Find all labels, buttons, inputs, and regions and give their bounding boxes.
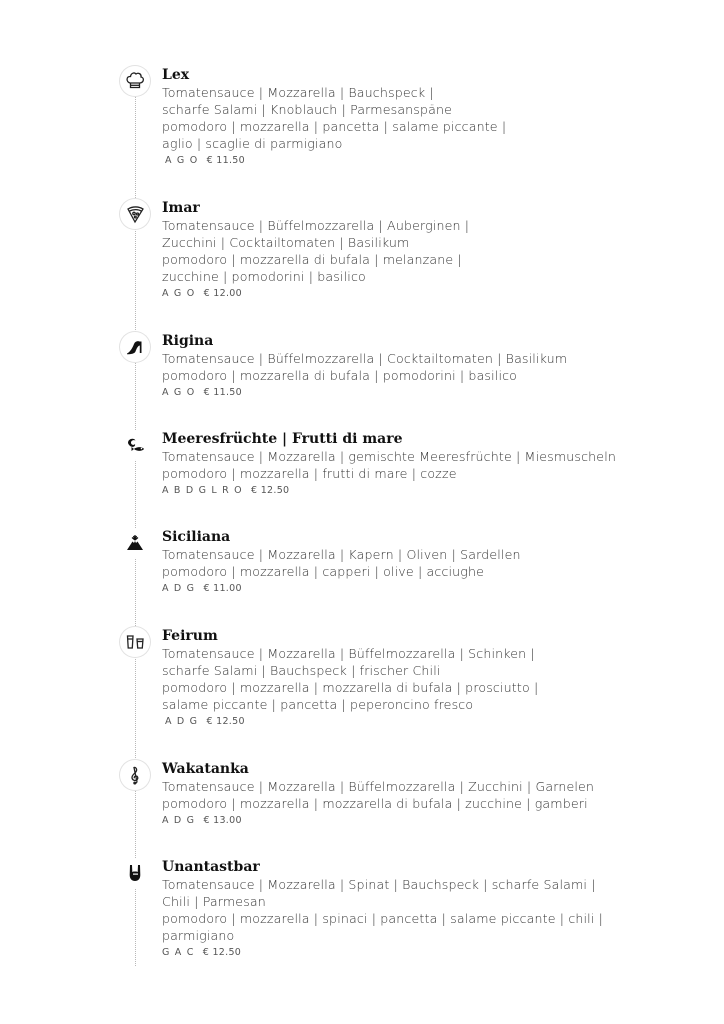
menu-item-name: Feirum (162, 628, 218, 644)
ingredients-line: pomodoro | mozzarella | capperi | olive | acciughe (162, 564, 485, 579)
ingredients-line: Zucchini | Cocktailtomaten | Basilikum (162, 235, 410, 250)
ingredients-line: aglio | scaglie di parmigiano (162, 136, 343, 151)
menu-item-feirum (120, 627, 680, 729)
allergen-codes: A D G (162, 583, 196, 594)
menu-item-imar (120, 199, 680, 301)
menu-item-unantastbar (120, 858, 680, 960)
menu-item-rigina (120, 332, 680, 400)
allergen-codes: A D G (165, 716, 199, 727)
menu-item-name: Unantastbar (162, 859, 260, 875)
menu-item-siciliana (120, 528, 680, 596)
menu-item-name: Rigina (162, 333, 214, 349)
ingredients-line: pomodoro | mozzarella di bufala | melanzane | (162, 252, 462, 267)
beer-glasses-icon (120, 627, 150, 657)
price: € 11.00 (203, 583, 242, 594)
menu-item-lex (120, 66, 680, 168)
ingredients-line: Tomatensauce | Mozzarella | Büffelmozzarella | Zucchini | Garnelen (162, 779, 595, 794)
rock-hand-icon (120, 858, 150, 888)
ingredients-line: pomodoro | mozzarella | mozzarella di bufala | zucchine | gamberi (162, 796, 588, 811)
price: € 12.50 (202, 947, 242, 958)
chef-hat-icon (120, 66, 150, 96)
allergen-codes: G A C (162, 947, 195, 958)
ingredients-line: Tomatensauce | Büffelmozzarella | Auberginen | (162, 218, 470, 233)
price: € 12.50 (206, 716, 245, 727)
volcano-icon (120, 528, 150, 558)
allergen-codes: A D G (162, 815, 196, 826)
ingredients-line: pomodoro | mozzarella | pancetta | salame piccante | (162, 119, 507, 134)
ingredients-line: Tomatensauce | Büffelmozzarella | Cocktailtomaten | Basilikum (162, 351, 568, 366)
ingredients-line: scharfe Salami | Bauchspeck | frischer Chili (162, 663, 441, 678)
menu-item-meeresfruechte (120, 430, 680, 498)
ingredients-line: scharfe Salami | Knoblauch | Parmesanspäne (162, 102, 453, 117)
price: € 13.00 (203, 815, 242, 826)
high-heel-icon (120, 332, 150, 362)
ingredients-line: Tomatensauce | Mozzarella | Bauchspeck | (162, 85, 434, 100)
ingredients-line: zucchine | pomodorini | basilico (162, 269, 366, 284)
allergen-price-row (165, 154, 680, 168)
pizza-slice-icon (120, 199, 150, 229)
menu-item-wakatanka (120, 760, 680, 828)
menu-item-name: Wakatanka (162, 761, 249, 777)
price: € 11.50 (203, 387, 242, 398)
allergen-price-row (162, 946, 680, 960)
allergen-price-row (162, 287, 680, 301)
menu-item-name: Lex (162, 67, 190, 83)
ingredients-line: salame piccante | pancetta | peperoncino fresco (162, 697, 474, 712)
allergen-price-row (165, 715, 680, 729)
ingredients-line: Chili | Parmesan (162, 894, 266, 909)
ingredients-line: parmigiano (162, 928, 235, 943)
menu-item-name: Siciliana (162, 529, 231, 545)
treble-clef-icon (120, 760, 150, 790)
allergen-price-row (162, 484, 680, 498)
ingredients-line: pomodoro | mozzarella di bufala | pomodorini | basilico (162, 368, 518, 383)
price: € 11.50 (206, 155, 245, 166)
ingredients-line: pomodoro | mozzarella | frutti di mare | cozze (162, 466, 457, 481)
allergen-codes: A B D G L R O (162, 485, 243, 496)
seafood-icon (120, 430, 150, 460)
ingredients-line: Tomatensauce | Mozzarella | Büffelmozzarella | Schinken | (162, 646, 535, 661)
ingredients-line: Tomatensauce | Mozzarella | Kapern | Oliven | Sardellen (162, 547, 521, 562)
ingredients-line: Tomatensauce | Mozzarella | Spinat | Bauchspeck | scharfe Salami | (162, 877, 596, 892)
price: € 12.00 (203, 288, 242, 299)
menu-item-name: Meeresfrüchte | Frutti di mare (162, 431, 403, 447)
allergen-price-row (162, 386, 680, 400)
price: € 12.50 (251, 485, 290, 496)
menu-item-name: Imar (162, 200, 200, 216)
allergen-codes: A G O (165, 155, 199, 166)
allergen-codes: A G O (162, 288, 196, 299)
ingredients-line: pomodoro | mozzarella | spinaci | pancetta | salame piccante | chili | (162, 911, 604, 926)
ingredients-line: Tomatensauce | Mozzarella | gemischte Meeresfrüchte | Miesmuscheln (162, 449, 616, 464)
ingredients-line: pomodoro | mozzarella | mozzarella di bufala | prosciutto | (162, 680, 539, 695)
allergen-price-row (162, 814, 680, 828)
allergen-codes: A G O (162, 387, 196, 398)
allergen-price-row (162, 582, 680, 596)
